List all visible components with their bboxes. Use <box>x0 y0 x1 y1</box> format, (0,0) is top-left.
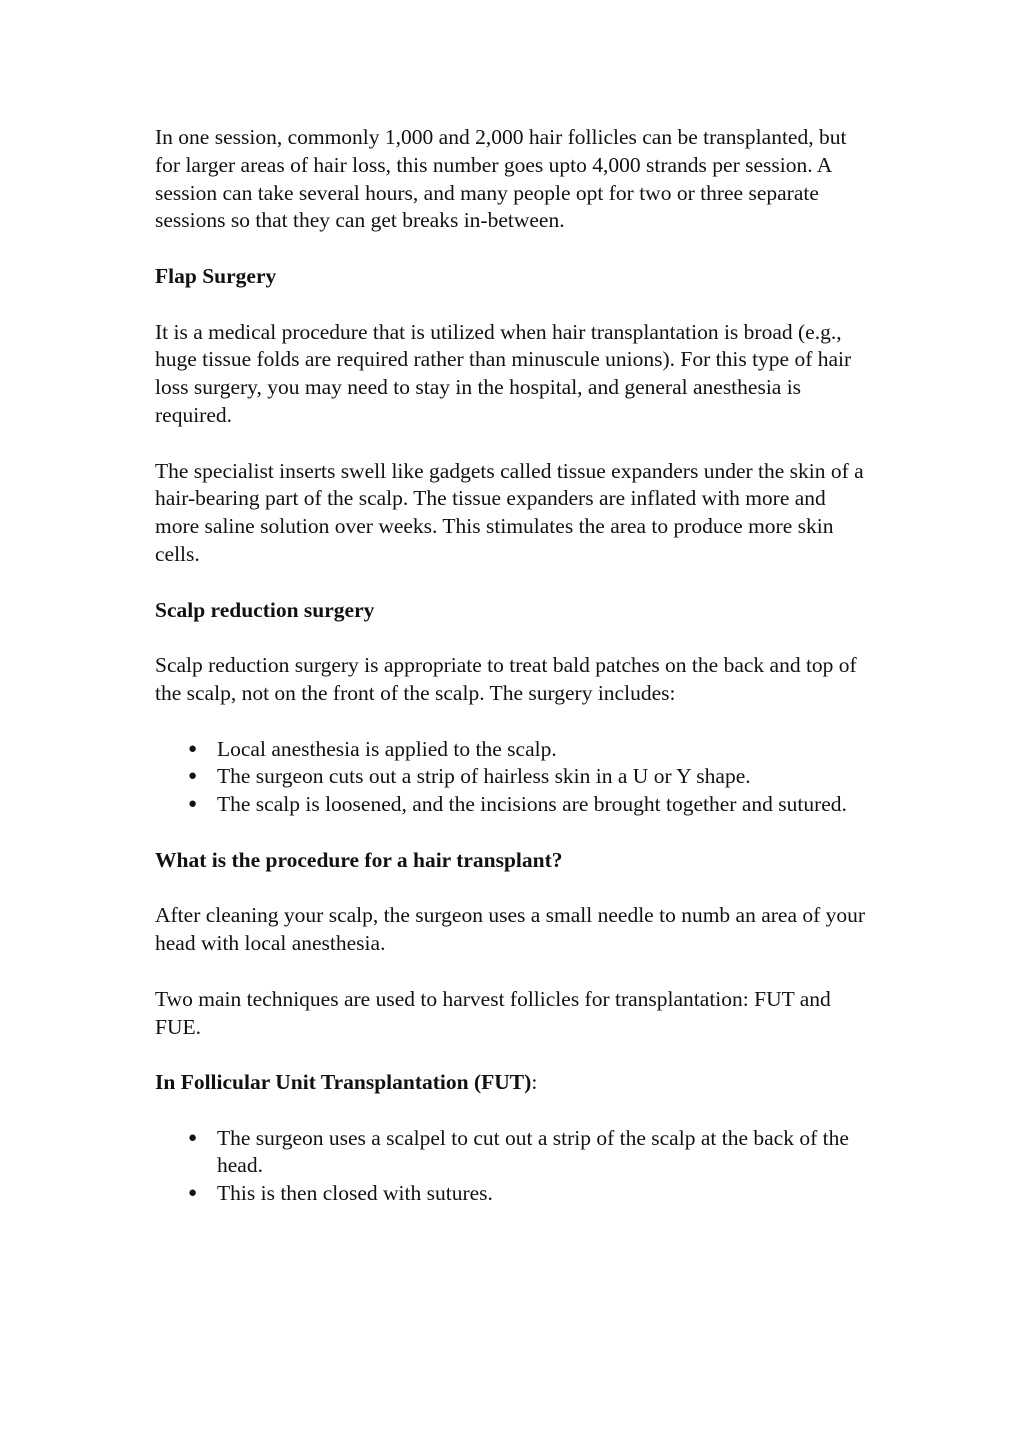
paragraph-techniques: Two main techniques are used to harvest follicles for transplantation: FUT and FUE. <box>155 986 831 1039</box>
paragraph-flap-intro: It is a medical procedure that is utilized when hair transplantation is broad (e.g., huge tissue folds are required rather than minuscule unions). For this type of hair loss surgery, you may need to stay in the hospital, and general anesthesia is required. <box>155 319 852 427</box>
list-item <box>155 1125 875 1181</box>
bullet-icon: ● <box>188 796 198 813</box>
bullet-icon: ● <box>188 768 198 785</box>
document-body <box>155 124 875 1236</box>
list-item <box>155 763 875 791</box>
list-item-text: This is then closed with sutures. <box>217 1181 493 1206</box>
list-item-text: The surgeon cuts out a strip of hairless skin in a U or Y shape. <box>217 764 751 789</box>
heading-procedure: What is the procedure for a hair transplant? <box>155 847 563 872</box>
list-scalp-reduction-steps <box>155 736 875 819</box>
list-item-text: Local anesthesia is applied to the scalp. <box>217 736 557 761</box>
heading-fut <box>155 1069 875 1097</box>
list-item <box>155 1180 875 1208</box>
list-item <box>155 736 875 764</box>
heading-fut-colon: : <box>531 1070 538 1095</box>
bullet-icon: ● <box>188 740 198 757</box>
list-item <box>155 791 875 819</box>
paragraph-scalp-reduction-intro: Scalp reduction surgery is appropriate to treat bald patches on the back and top of the scalp, not on the front of the scalp. The surgery includes: <box>155 653 857 705</box>
paragraph-tissue-expanders: The specialist inserts swell like gadgets called tissue expanders under the skin of a hair-bearing part of the scalp. The tissue expanders are inflated with more and more saline solution over weeks. This stimulates the area to produce more skin cells. <box>155 458 864 566</box>
bullet-icon: ● <box>188 1185 198 1202</box>
heading-flap-surgery: Flap Surgery <box>155 263 277 288</box>
paragraph-cleaning-scalp: After cleaning your scalp, the surgeon uses a small needle to numb an area of your head with local anesthesia. <box>155 903 866 956</box>
list-item-text: The surgeon uses a scalpel to cut out a strip of the scalp at the back of the head. <box>217 1125 849 1178</box>
list-fut-steps <box>155 1125 875 1208</box>
list-item-text: The scalp is loosened, and the incisions are brought together and sutured. <box>217 792 847 817</box>
bullet-icon: ● <box>188 1129 198 1146</box>
heading-scalp-reduction: Scalp reduction surgery <box>155 597 375 622</box>
paragraph-session-info: In one session, commonly 1,000 and 2,000 hair follicles can be transplanted, but for larger areas of hair loss, this number goes upto 4,000 strands per session. A session can take several hours, and many people opt for two or three separate sessions so that they can get breaks in-between. <box>155 125 847 233</box>
heading-fut-bold: In Follicular Unit Transplantation (FUT) <box>155 1070 532 1095</box>
